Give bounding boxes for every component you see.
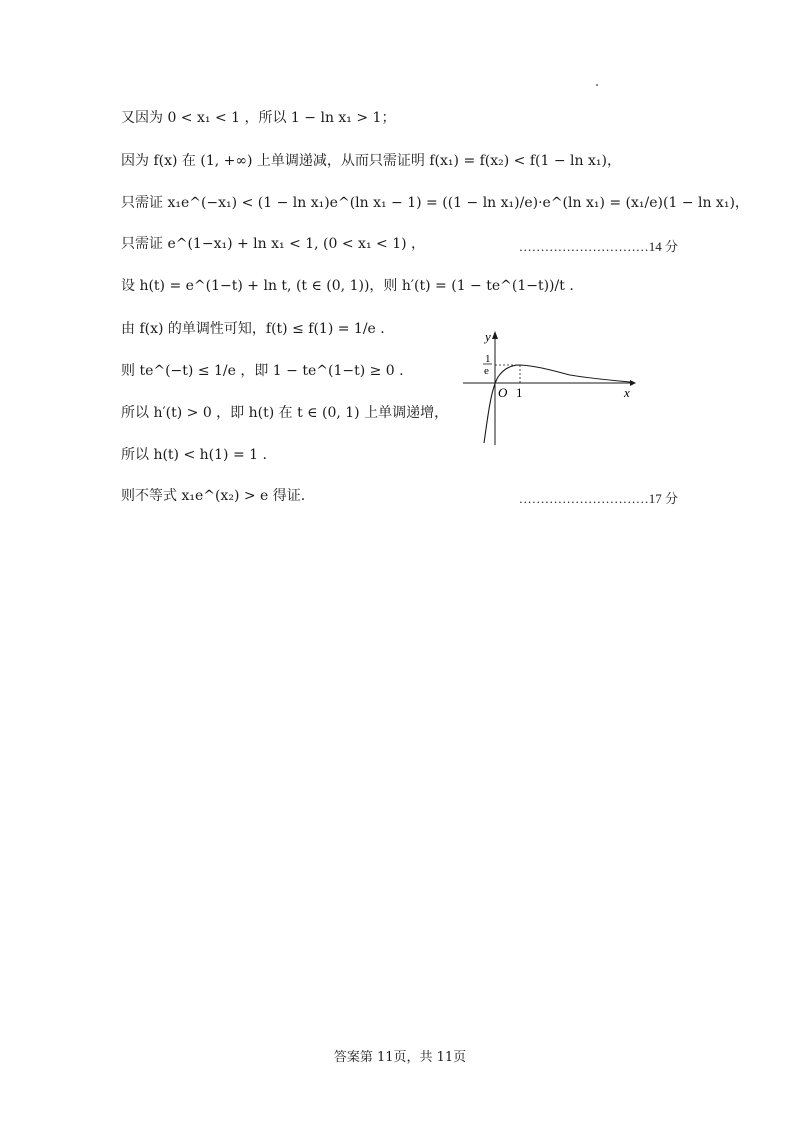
score-mark-17: …………………………17 分 xyxy=(518,491,678,506)
x-axis-arrow xyxy=(630,380,636,386)
text-line-2: 因为 f(x) 在 (1, +∞) 上单调递减，从而只需证明 f(x₁) = f(x₂) < f(1 − ln x₁)， xyxy=(121,153,621,169)
text-line-3: 只需证 x₁e^(−x₁) < (1 − ln x₁)e^(ln x₁ − 1) = ((1 − ln x₁)/e)·e^(ln x₁) = (x₁/e)(1 − ln x₁)， xyxy=(121,195,749,211)
function-graph xyxy=(458,325,638,450)
y-axis-arrow xyxy=(492,331,498,339)
score-mark-14: …………………………14 分 xyxy=(518,239,678,254)
text-line-4: 只需证 e^(1−x₁) + ln x₁ < 1, (0 < x₁ < 1) ， xyxy=(121,236,426,252)
y-axis-label: y xyxy=(485,329,491,344)
text-line-6: 由 f(x) 的单调性可知，f(t) ≤ f(1) = 1/e . xyxy=(121,321,385,337)
text-line-5: 设 h(t) = e^(1−t) + ln t, (t ∈ (0, 1))，则 h′(t) = (1 − te^(1−t))/t . xyxy=(121,278,574,294)
function-curve xyxy=(484,365,630,443)
text-line-8: 所以 h′(t) > 0 ，即 h(t) 在 t ∈ (0, 1) 上单调递增， xyxy=(121,405,449,421)
fraction-numerator: 1 xyxy=(485,353,491,365)
text-line-7: 则 te^(−t) ≤ 1/e ，即 1 − te^(1−t) ≥ 0 . xyxy=(121,363,404,379)
origin-label: O xyxy=(498,385,508,400)
x-axis-label: x xyxy=(624,385,630,400)
fraction-denominator: e xyxy=(484,365,489,377)
text-line-10: 则不等式 x₁e^(x₂) > e 得证. xyxy=(121,488,306,504)
page-footer: 答案第 11页，共 11页 xyxy=(333,1050,467,1065)
text-line-9: 所以 h(t) < h(1) = 1 . xyxy=(121,447,267,463)
corner-dot xyxy=(596,84,598,86)
tick-label-one: 1 xyxy=(516,385,523,400)
text-line-1: 又因为 0 < x₁ < 1 ，所以 1 − ln x₁ > 1； xyxy=(121,110,396,126)
